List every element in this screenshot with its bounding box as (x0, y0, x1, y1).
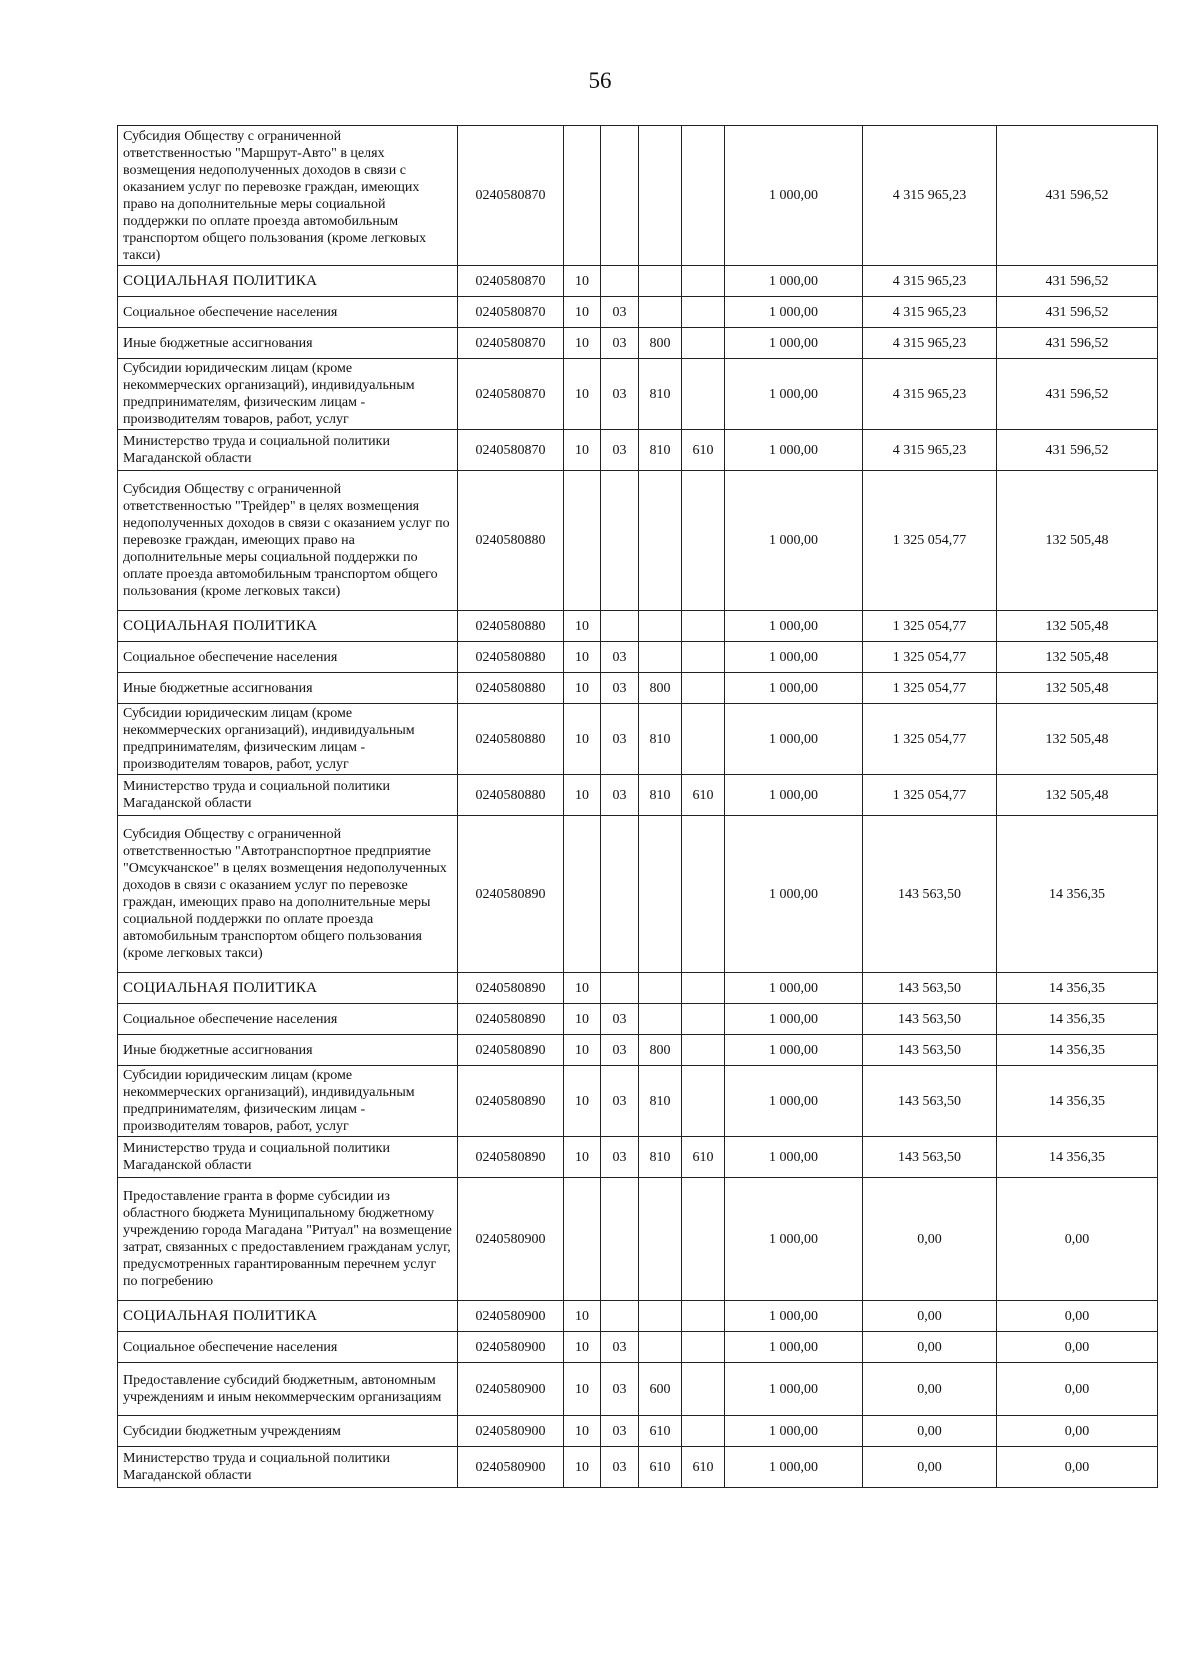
cell-name: СОЦИАЛЬНАЯ ПОЛИТИКА (118, 1301, 458, 1332)
cell-vr (639, 1178, 682, 1301)
cell-pr: 03 (601, 1332, 639, 1363)
cell-pr: 03 (601, 297, 639, 328)
cell-name: Министерство труда и социальной политики Магаданской области (118, 775, 458, 816)
table-row (118, 430, 1158, 471)
cell-v3: 431 596,52 (997, 126, 1158, 266)
cell-rz: 10 (564, 1137, 601, 1178)
cell-vr: 810 (639, 775, 682, 816)
cell-vr (639, 642, 682, 673)
cell-name: Предоставление гранта в форме субсидии из областного бюджета Муниципальному бюджетному учреждению города Магадана "Ритуал" на возмещение затрат, связанных с предоставлением гражданам услуг, предусмотренных гарантированным перечнем услуг по погребению (118, 1178, 458, 1301)
cell-v3: 132 505,48 (997, 642, 1158, 673)
cell-grbs (682, 1301, 725, 1332)
cell-csr: 0240580890 (458, 1035, 564, 1066)
table-row (118, 775, 1158, 816)
table-row (118, 1004, 1158, 1035)
cell-csr: 0240580880 (458, 673, 564, 704)
cell-v2: 4 315 965,23 (863, 266, 997, 297)
cell-pr: 03 (601, 1004, 639, 1035)
cell-name: Иные бюджетные ассигнования (118, 673, 458, 704)
cell-grbs (682, 1004, 725, 1035)
cell-vr: 800 (639, 1035, 682, 1066)
cell-vr: 810 (639, 1137, 682, 1178)
cell-pr: 03 (601, 673, 639, 704)
cell-v2: 4 315 965,23 (863, 126, 997, 266)
cell-csr: 0240580880 (458, 775, 564, 816)
cell-v1: 1 000,00 (725, 1301, 863, 1332)
table-row (118, 328, 1158, 359)
cell-vr: 810 (639, 1066, 682, 1137)
cell-rz: 10 (564, 297, 601, 328)
cell-pr: 03 (601, 642, 639, 673)
cell-pr: 03 (601, 1416, 639, 1447)
cell-v1: 1 000,00 (725, 328, 863, 359)
cell-v1: 1 000,00 (725, 297, 863, 328)
cell-pr (601, 1178, 639, 1301)
cell-rz: 10 (564, 266, 601, 297)
cell-v1: 1 000,00 (725, 611, 863, 642)
cell-v1: 1 000,00 (725, 704, 863, 775)
cell-rz: 10 (564, 1035, 601, 1066)
cell-v1: 1 000,00 (725, 973, 863, 1004)
cell-csr: 0240580880 (458, 611, 564, 642)
cell-pr (601, 126, 639, 266)
cell-rz: 10 (564, 1447, 601, 1488)
cell-vr: 810 (639, 430, 682, 471)
cell-grbs (682, 1066, 725, 1137)
cell-v3: 132 505,48 (997, 775, 1158, 816)
cell-v2: 4 315 965,23 (863, 328, 997, 359)
table-row (118, 1035, 1158, 1066)
cell-grbs (682, 1332, 725, 1363)
cell-rz: 10 (564, 673, 601, 704)
cell-name: Социальное обеспечение населения (118, 1004, 458, 1035)
cell-v2: 1 325 054,77 (863, 471, 997, 611)
cell-v2: 0,00 (863, 1447, 997, 1488)
cell-grbs (682, 126, 725, 266)
cell-grbs (682, 973, 725, 1004)
cell-grbs (682, 1035, 725, 1066)
cell-v2: 1 325 054,77 (863, 642, 997, 673)
cell-csr: 0240580900 (458, 1363, 564, 1416)
cell-v1: 1 000,00 (725, 266, 863, 297)
cell-csr: 0240580880 (458, 471, 564, 611)
table-row (118, 1178, 1158, 1301)
cell-pr: 03 (601, 775, 639, 816)
cell-v3: 431 596,52 (997, 266, 1158, 297)
cell-v2: 1 325 054,77 (863, 673, 997, 704)
cell-v2: 0,00 (863, 1416, 997, 1447)
cell-vr: 610 (639, 1416, 682, 1447)
cell-rz: 10 (564, 359, 601, 430)
cell-pr: 03 (601, 328, 639, 359)
cell-grbs: 610 (682, 430, 725, 471)
cell-grbs (682, 359, 725, 430)
table-row (118, 611, 1158, 642)
page-number: 56 (588, 68, 612, 93)
cell-vr (639, 973, 682, 1004)
cell-v2: 143 563,50 (863, 1004, 997, 1035)
cell-csr: 0240580870 (458, 430, 564, 471)
cell-name: Субсидии юридическим лицам (кроме некоммерческих организаций), индивидуальным предпринимателям, физическим лицам - производителям товаров, работ, услуг (118, 359, 458, 430)
cell-v1: 1 000,00 (725, 642, 863, 673)
cell-rz: 10 (564, 1416, 601, 1447)
cell-v3: 0,00 (997, 1332, 1158, 1363)
cell-v2: 0,00 (863, 1178, 997, 1301)
cell-v3: 132 505,48 (997, 471, 1158, 611)
cell-grbs (682, 471, 725, 611)
cell-v2: 143 563,50 (863, 973, 997, 1004)
cell-rz (564, 126, 601, 266)
cell-name: Предоставление субсидий бюджетным, автономным учреждениям и иным некоммерческим организациям (118, 1363, 458, 1416)
cell-v1: 1 000,00 (725, 816, 863, 973)
table-row (118, 126, 1158, 266)
cell-vr: 810 (639, 704, 682, 775)
cell-v1: 1 000,00 (725, 1447, 863, 1488)
cell-vr: 810 (639, 359, 682, 430)
cell-v3: 14 356,35 (997, 1035, 1158, 1066)
cell-vr: 610 (639, 1447, 682, 1488)
cell-v1: 1 000,00 (725, 1363, 863, 1416)
cell-v2: 0,00 (863, 1363, 997, 1416)
cell-v3: 14 356,35 (997, 1137, 1158, 1178)
cell-v3: 14 356,35 (997, 1004, 1158, 1035)
cell-rz: 10 (564, 328, 601, 359)
cell-pr: 03 (601, 1035, 639, 1066)
table-row (118, 704, 1158, 775)
cell-csr: 0240580890 (458, 816, 564, 973)
cell-v2: 143 563,50 (863, 1035, 997, 1066)
cell-name: СОЦИАЛЬНАЯ ПОЛИТИКА (118, 611, 458, 642)
cell-pr: 03 (601, 1363, 639, 1416)
cell-grbs (682, 1178, 725, 1301)
cell-vr (639, 611, 682, 642)
cell-pr: 03 (601, 1137, 639, 1178)
cell-pr (601, 611, 639, 642)
cell-csr: 0240580890 (458, 973, 564, 1004)
cell-name: Социальное обеспечение населения (118, 1332, 458, 1363)
cell-vr (639, 471, 682, 611)
cell-v1: 1 000,00 (725, 359, 863, 430)
cell-name: Субсидии бюджетным учреждениям (118, 1416, 458, 1447)
cell-pr (601, 816, 639, 973)
cell-grbs (682, 266, 725, 297)
cell-name: Социальное обеспечение населения (118, 297, 458, 328)
cell-v3: 132 505,48 (997, 704, 1158, 775)
cell-v1: 1 000,00 (725, 1066, 863, 1137)
cell-name: Субсидия Обществу с ограниченной ответственностью "Маршрут-Авто" в целях возмещения недополученных доходов в связи с оказанием услуг по перевозке граждан, имеющих право на дополнительные меры социальной поддержки по оплате проезда автомобильным транспортом общего пользования (кроме легковых такси) (118, 126, 458, 266)
cell-v3: 14 356,35 (997, 973, 1158, 1004)
cell-v2: 143 563,50 (863, 1066, 997, 1137)
cell-name: Субсидии юридическим лицам (кроме некоммерческих организаций), индивидуальным предпринимателям, физическим лицам - производителям товаров, работ, услуг (118, 704, 458, 775)
cell-name: Субсидии юридическим лицам (кроме некоммерческих организаций), индивидуальным предпринимателям, физическим лицам - производителям товаров, работ, услуг (118, 1066, 458, 1137)
cell-vr (639, 1301, 682, 1332)
cell-vr (639, 1332, 682, 1363)
cell-v2: 1 325 054,77 (863, 611, 997, 642)
cell-pr (601, 973, 639, 1004)
cell-v1: 1 000,00 (725, 673, 863, 704)
table-row (118, 816, 1158, 973)
cell-rz: 10 (564, 611, 601, 642)
table-body (118, 126, 1158, 1488)
cell-name: Социальное обеспечение населения (118, 642, 458, 673)
cell-grbs: 610 (682, 775, 725, 816)
cell-grbs (682, 816, 725, 973)
cell-grbs (682, 297, 725, 328)
table-row (118, 471, 1158, 611)
cell-v3: 431 596,52 (997, 430, 1158, 471)
cell-csr: 0240580890 (458, 1137, 564, 1178)
cell-name: СОЦИАЛЬНАЯ ПОЛИТИКА (118, 266, 458, 297)
cell-name: Министерство труда и социальной политики Магаданской области (118, 430, 458, 471)
table-row (118, 1363, 1158, 1416)
cell-v2: 143 563,50 (863, 1137, 997, 1178)
cell-rz: 10 (564, 430, 601, 471)
cell-v1: 1 000,00 (725, 1178, 863, 1301)
cell-grbs (682, 611, 725, 642)
cell-rz: 10 (564, 1066, 601, 1137)
cell-v2: 0,00 (863, 1301, 997, 1332)
cell-v2: 4 315 965,23 (863, 297, 997, 328)
cell-csr: 0240580880 (458, 704, 564, 775)
cell-v1: 1 000,00 (725, 775, 863, 816)
cell-pr (601, 266, 639, 297)
cell-v1: 1 000,00 (725, 1004, 863, 1035)
cell-rz (564, 471, 601, 611)
cell-v3: 431 596,52 (997, 297, 1158, 328)
cell-v3: 0,00 (997, 1447, 1158, 1488)
cell-rz: 10 (564, 704, 601, 775)
cell-csr: 0240580900 (458, 1416, 564, 1447)
cell-v1: 1 000,00 (725, 471, 863, 611)
cell-csr: 0240580890 (458, 1004, 564, 1035)
cell-v1: 1 000,00 (725, 1137, 863, 1178)
cell-csr: 0240580900 (458, 1332, 564, 1363)
cell-pr: 03 (601, 704, 639, 775)
cell-name: Субсидия Обществу с ограниченной ответственностью "Автотранспортное предприятие "Омсукчанское" в целях возмещения недополученных доходов в связи с оказанием услуг по перевозке граждан, имеющих право на дополнительные меры социальной поддержки по оплате проезда автомобильным транспортом общего пользования (кроме легковых такси) (118, 816, 458, 973)
cell-v2: 1 325 054,77 (863, 704, 997, 775)
table-row (118, 1066, 1158, 1137)
cell-vr: 800 (639, 673, 682, 704)
cell-v2: 0,00 (863, 1332, 997, 1363)
cell-name: Министерство труда и социальной политики Магаданской области (118, 1447, 458, 1488)
cell-v1: 1 000,00 (725, 1035, 863, 1066)
cell-vr (639, 266, 682, 297)
cell-grbs (682, 328, 725, 359)
cell-v2: 4 315 965,23 (863, 430, 997, 471)
cell-v3: 0,00 (997, 1416, 1158, 1447)
budget-table (117, 125, 1158, 1488)
cell-pr: 03 (601, 359, 639, 430)
cell-csr: 0240580870 (458, 359, 564, 430)
table-row (118, 1137, 1158, 1178)
cell-vr (639, 126, 682, 266)
cell-csr: 0240580900 (458, 1301, 564, 1332)
table-row (118, 1416, 1158, 1447)
table-row (118, 297, 1158, 328)
cell-rz: 10 (564, 1363, 601, 1416)
cell-vr (639, 816, 682, 973)
cell-pr (601, 1301, 639, 1332)
cell-grbs (682, 673, 725, 704)
table-row (118, 673, 1158, 704)
cell-vr (639, 1004, 682, 1035)
cell-grbs: 610 (682, 1447, 725, 1488)
cell-grbs (682, 642, 725, 673)
cell-rz: 10 (564, 1332, 601, 1363)
cell-csr: 0240580880 (458, 642, 564, 673)
cell-csr: 0240580890 (458, 1066, 564, 1137)
cell-rz (564, 1178, 601, 1301)
cell-v1: 1 000,00 (725, 126, 863, 266)
cell-v3: 132 505,48 (997, 673, 1158, 704)
cell-grbs: 610 (682, 1137, 725, 1178)
cell-v2: 4 315 965,23 (863, 359, 997, 430)
table-row (118, 1332, 1158, 1363)
table-row (118, 1301, 1158, 1332)
cell-csr: 0240580870 (458, 328, 564, 359)
cell-grbs (682, 1363, 725, 1416)
cell-csr: 0240580900 (458, 1447, 564, 1488)
table-row (118, 642, 1158, 673)
cell-name: Субсидия Обществу с ограниченной ответственностью "Трейдер" в целях возмещения недополученных доходов в связи с оказанием услуг по перевозке граждан, имеющих право на дополнительные меры социальной поддержки по оплате проезда автомобильным транспортом общего пользования (кроме легковых такси) (118, 471, 458, 611)
cell-v3: 0,00 (997, 1301, 1158, 1332)
cell-v3: 0,00 (997, 1363, 1158, 1416)
cell-name: Министерство труда и социальной политики Магаданской области (118, 1137, 458, 1178)
cell-v3: 132 505,48 (997, 611, 1158, 642)
cell-pr: 03 (601, 1447, 639, 1488)
cell-v3: 14 356,35 (997, 816, 1158, 973)
cell-rz: 10 (564, 1301, 601, 1332)
cell-csr: 0240580900 (458, 1178, 564, 1301)
cell-name: Иные бюджетные ассигнования (118, 1035, 458, 1066)
cell-vr (639, 297, 682, 328)
cell-grbs (682, 704, 725, 775)
cell-pr: 03 (601, 1066, 639, 1137)
cell-pr: 03 (601, 430, 639, 471)
cell-v3: 14 356,35 (997, 1066, 1158, 1137)
table-row (118, 973, 1158, 1004)
cell-v3: 431 596,52 (997, 328, 1158, 359)
cell-v2: 1 325 054,77 (863, 775, 997, 816)
cell-name: Иные бюджетные ассигнования (118, 328, 458, 359)
cell-v3: 0,00 (997, 1178, 1158, 1301)
cell-csr: 0240580870 (458, 126, 564, 266)
cell-csr: 0240580870 (458, 297, 564, 328)
table-row (118, 359, 1158, 430)
cell-vr: 600 (639, 1363, 682, 1416)
cell-v1: 1 000,00 (725, 1416, 863, 1447)
table-row (118, 266, 1158, 297)
cell-rz (564, 816, 601, 973)
cell-rz: 10 (564, 1004, 601, 1035)
cell-pr (601, 471, 639, 611)
cell-rz: 10 (564, 775, 601, 816)
cell-name: СОЦИАЛЬНАЯ ПОЛИТИКА (118, 973, 458, 1004)
cell-rz: 10 (564, 642, 601, 673)
cell-rz: 10 (564, 973, 601, 1004)
cell-grbs (682, 1416, 725, 1447)
cell-vr: 800 (639, 328, 682, 359)
cell-v2: 143 563,50 (863, 816, 997, 973)
table-row (118, 1447, 1158, 1488)
cell-v1: 1 000,00 (725, 1332, 863, 1363)
cell-csr: 0240580870 (458, 266, 564, 297)
cell-v3: 431 596,52 (997, 359, 1158, 430)
cell-v1: 1 000,00 (725, 430, 863, 471)
